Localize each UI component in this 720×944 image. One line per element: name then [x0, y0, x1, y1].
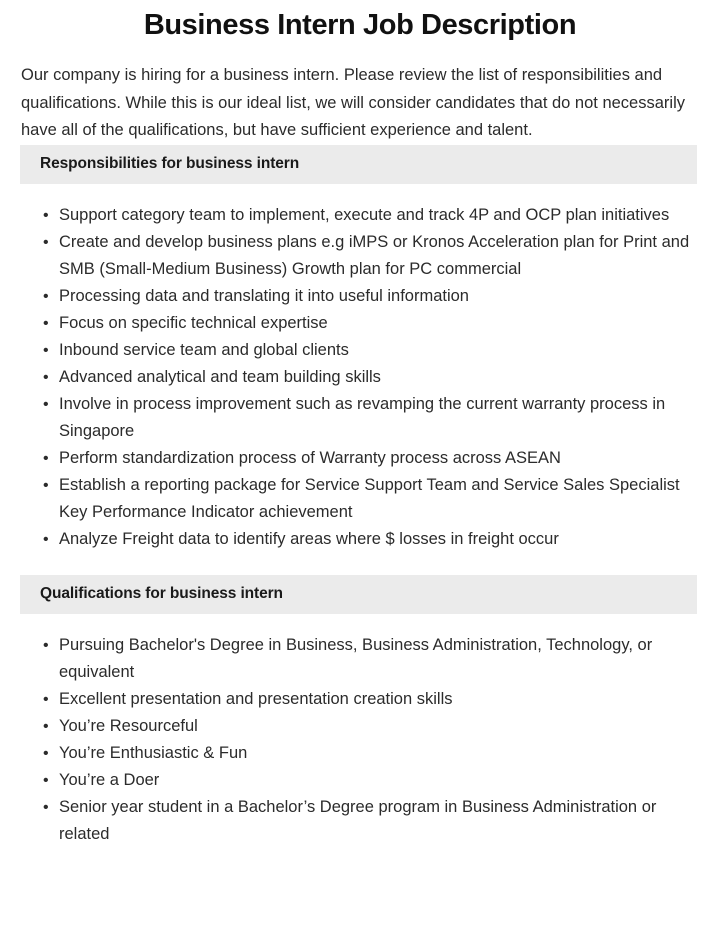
responsibilities-list [0, 184, 720, 553]
section-header-label: Qualifications for business intern [40, 585, 283, 602]
section-qualifications [0, 575, 720, 848]
list-item: • Pursuing Bachelor's Degree in Business, Business Administration, Technology, or equivalent [43, 632, 695, 686]
list-item: • Excellent presentation and presentation creation skills [43, 686, 695, 713]
list-item: • Senior year student in a Bachelor’s Degree program in Business Administration or related [43, 794, 695, 848]
list-item: • Create and develop business plans e.g iMPS or Kronos Acceleration plan for Print and SMB (Small-Medium Business) Growth plan for PC commercial [43, 229, 695, 283]
list-item: • Support category team to implement, execute and track 4P and OCP plan initiatives [43, 202, 695, 229]
section-responsibilities [0, 145, 720, 553]
list-item: • Perform standardization process of Warranty process across ASEAN [43, 445, 695, 472]
list-item: • Establish a reporting package for Service Support Team and Service Sales Specialist Key Performance Indicator achievement [43, 472, 695, 526]
list-item: • Inbound service team and global clients [43, 337, 695, 364]
list-item: • You’re a Doer [43, 767, 695, 794]
section-header-responsibilities [20, 145, 697, 184]
section-header-qualifications [20, 575, 697, 614]
list-item: • Advanced analytical and team building skills [43, 364, 695, 391]
list-item: • Involve in process improvement such as revamping the current warranty process in Singapore [43, 391, 695, 445]
list-item: • You’re Enthusiastic & Fun [43, 740, 695, 767]
qualifications-list [0, 614, 720, 848]
section-header-label: Responsibilities for business intern [40, 155, 300, 172]
intro-paragraph: Our company is hiring for a business intern. Please review the list of responsibilities and qualifications. While this is our ideal list, we will consider candidates that do not necessarily have all of the qualifications, but have sufficient experience and talent. [21, 66, 685, 139]
page-title: Business Intern Job Description [143, 9, 577, 41]
list-item: • You’re Resourceful [43, 713, 695, 740]
list-item: • Focus on specific technical expertise [43, 310, 695, 337]
list-item: • Processing data and translating it into useful information [43, 283, 695, 310]
list-item: • Analyze Freight data to identify areas where $ losses in freight occur [43, 526, 695, 553]
